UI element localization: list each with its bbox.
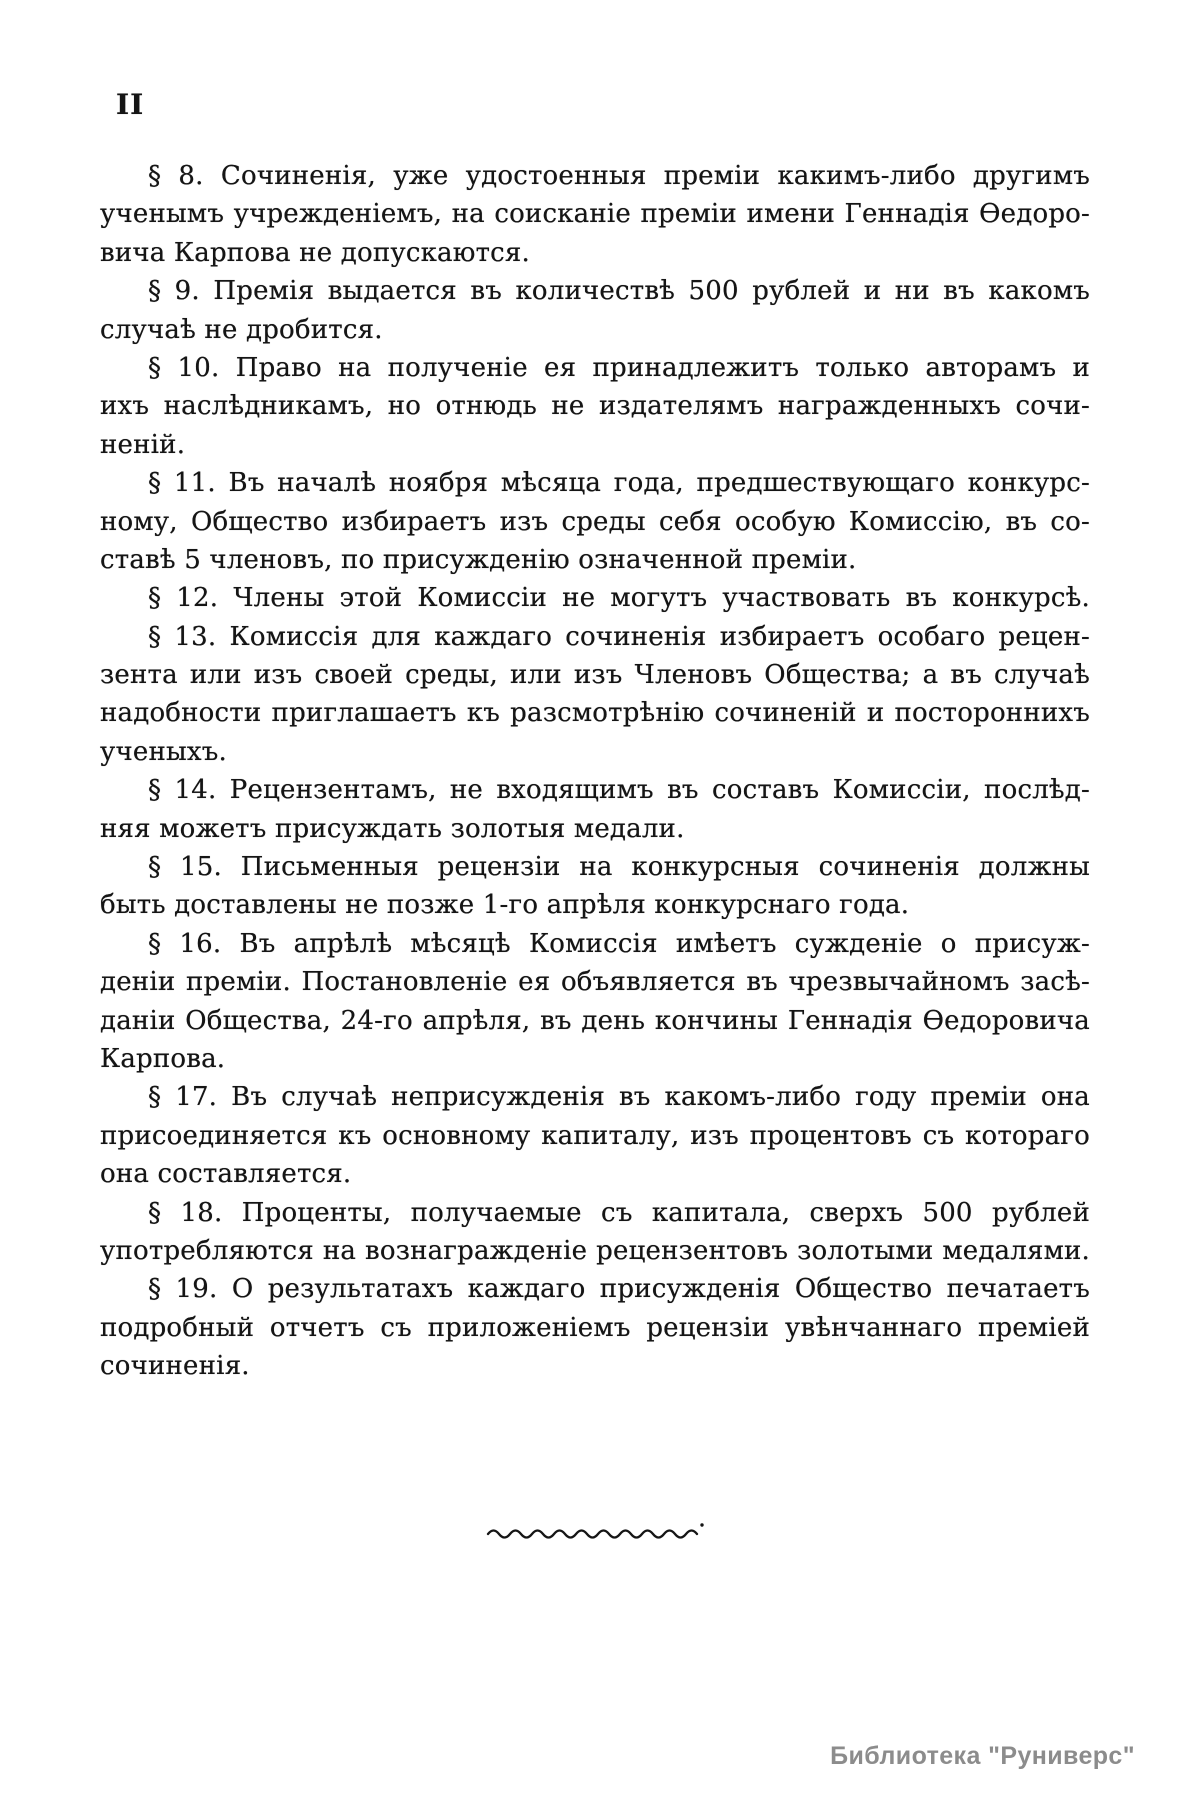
paragraph-section-9 — [100, 272, 1090, 349]
paragraph-section-11 — [100, 464, 1090, 579]
paragraph-section-15 — [100, 848, 1090, 925]
paragraph-section-14 — [100, 771, 1090, 848]
text-line: ному, Общество избираетъ изъ среды себя особую Комиссію, въ со- — [100, 506, 1090, 537]
paragraph-section-16 — [100, 925, 1090, 1079]
text-line: неній. — [100, 429, 186, 460]
text-line: § 9. Премія выдается въ количествѣ 500 рублей и ни въ какомъ — [148, 276, 1090, 307]
text-line: подробный отчетъ съ приложеніемъ рецензіи увѣнчаннаго преміей — [100, 1312, 1090, 1343]
text-line: присоединяется къ основному капиталу, изъ процентовъ съ котораго — [100, 1120, 1090, 1151]
paragraph-section-13 — [100, 618, 1090, 772]
text-line: ставѣ 5 членовъ, по присужденію означенной преміи. — [100, 544, 857, 575]
text-line: вича Карпова не допускаются. — [100, 237, 531, 268]
text-line: § 8. Сочиненія, уже удостоенныя преміи какимъ-либо другимъ — [148, 161, 1090, 191]
text-line: ученымъ учрежденіемъ, на соисканіе преміи имени Геннадія Ѳедоро- — [100, 199, 1090, 230]
text-line: § 14. Рецензентамъ, не входящимъ въ составъ Комиссіи, послѣд- — [148, 775, 1090, 806]
text-line: § 17. Въ случаѣ неприсужденія въ какомъ-либо году преміи она — [148, 1082, 1090, 1113]
text-line: няя можетъ присуждать золотыя медали. — [100, 813, 685, 844]
text-line: употребляются на вознагражденіе рецензентовъ золотыми медалями. — [100, 1235, 1090, 1266]
text-line: сочиненія. — [100, 1351, 250, 1382]
page-number: II — [116, 88, 145, 121]
paragraph-section-19 — [100, 1270, 1090, 1385]
text-line: Карпова. — [100, 1043, 226, 1074]
text-line: § 13. Комиссія для каждаго сочиненія избираетъ особаго рецен- — [148, 621, 1090, 652]
text-line: § 18. Проценты, получаемые съ капитала, сверхъ 500 рублей — [148, 1197, 1090, 1228]
text-line: § 10. Право на полученіе ея принадлежитъ только авторамъ и — [148, 352, 1090, 383]
paragraph-section-10 — [100, 349, 1090, 464]
text-line: § 12. Члены этой Комиссіи не могутъ участвовать въ конкурсѣ. — [148, 583, 1090, 614]
paragraph-section-17 — [100, 1078, 1090, 1193]
text-line: § 16. Въ апрѣлѣ мѣсяцѣ Комиссія имѣетъ сужденіе о присуж- — [148, 928, 1090, 959]
text-line: § 15. Письменныя рецензіи на конкурсныя сочиненія должны — [148, 852, 1090, 883]
text-line: ихъ наслѣдникамъ, но отнюдь не издателямъ награжденныхъ сочи- — [100, 391, 1090, 422]
paragraph-section-12 — [100, 579, 1090, 617]
text-line: зента или изъ своей среды, или изъ Членовъ Общества; а въ случаѣ — [100, 660, 1090, 691]
paragraph-section-18 — [100, 1194, 1090, 1271]
text-line: случаѣ не дробится. — [100, 314, 383, 345]
paragraph-section-8 — [100, 157, 1090, 272]
text-line: § 19. О результатахъ каждаго присужденія Общество печатаетъ — [148, 1274, 1090, 1305]
text-line: ученыхъ. — [100, 736, 227, 767]
document-text — [100, 157, 1090, 1386]
text-line: она составляется. — [100, 1159, 352, 1190]
section-divider-squiggle — [486, 1520, 710, 1540]
text-line: § 11. Въ началѣ ноября мѣсяца года, предшествующаго конкурс- — [148, 468, 1090, 499]
text-line: деніи преміи. Постановленіе ея объявляется въ чрезвычайномъ засѣ- — [100, 967, 1090, 998]
text-line: надобности приглашаетъ къ разсмотрѣнію сочиненій и постороннихъ — [100, 698, 1090, 729]
text-line: быть доставлены не позже 1-го апрѣля конкурснаго года. — [100, 890, 910, 921]
watermark-runivers: Библиотека "Руниверс" — [830, 1742, 1135, 1770]
text-line: даніи Общества, 24-го апрѣля, въ день кончины Геннадія Ѳедоровича — [100, 1005, 1090, 1036]
